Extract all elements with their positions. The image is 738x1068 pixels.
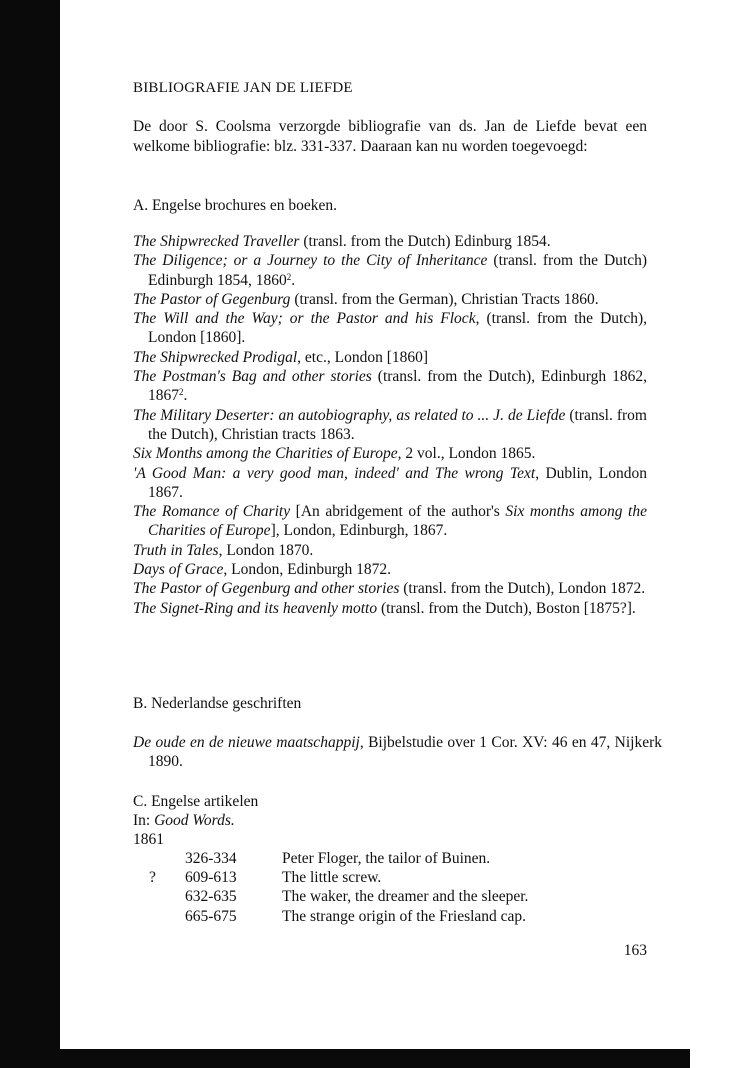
page-heading: BIBLIOGRAFIE JAN DE LIEFDE	[133, 80, 353, 96]
uncertain-mark: ?	[149, 869, 156, 887]
article-title: The strange origin of the Friesland cap.	[282, 907, 527, 925]
table-row	[133, 849, 647, 868]
section-b-heading: B. Nederlandse geschriften	[133, 695, 302, 712]
article-title: Peter Floger, the tailor of Buinen.	[282, 850, 491, 867]
page-number: 163	[623, 942, 647, 959]
list-item: The Military Deserter: an autobiography, as related to ... J. de Liefde (transl. from the Dutch), Christian tracts 1863.	[133, 406, 647, 443]
intro-paragraph: De door S. Coolsma verzorgde bibliografie van ds. Jan de Liefde bevat een welkome bibliografie: blz. 331-337. Daaraan kan nu worden toegevoegd:	[133, 118, 647, 155]
list-item: Truth in Tales, London 1870.	[133, 541, 314, 559]
scan-border-bottom	[0, 1049, 690, 1068]
list-item: 'A Good Man: a very good man, indeed' and The wrong Text, Dublin, London 1867.	[133, 464, 647, 501]
article-title: The waker, the dreamer and the sleeper.	[282, 888, 529, 906]
section-a-heading: A. Engelse brochures en boeken.	[133, 197, 338, 214]
list-item: The Shipwrecked Traveller (transl. from the Dutch) Edinburg 1854.	[133, 233, 551, 250]
table-row	[133, 887, 647, 906]
article-pages: 632-635	[185, 888, 237, 906]
list-item: The Pastor of Gegenburg (transl. from the German), Christian Tracts 1860.	[133, 290, 599, 308]
list-item: The Postman's Bag and other stories (transl. from the Dutch), Edinburgh 1862, 1867$^2$.	[133, 368, 647, 405]
year-label: 1861	[133, 831, 164, 848]
table-row	[133, 868, 647, 887]
list-item: Days of Grace, London, Edinburgh 1872.	[133, 561, 392, 579]
list-item: The Romance of Charity [An abridgement of the author's Six months among the Charities of Europe], London, Edinburgh, 1867.	[133, 503, 647, 540]
list-item: The Diligence; or a Journey to the City of Inheritance (transl. from the Dutch) Edinburgh 1854, 1860$^2$.	[133, 252, 647, 289]
articles-table	[133, 849, 647, 926]
source-line: In: Good Words.	[133, 812, 235, 829]
list-item: The Pastor of Gegenburg and other stories (transl. from the Dutch), London 1872.	[133, 580, 646, 598]
article-pages: 326-334	[185, 850, 237, 867]
dutch-writing-entry: De oude en de nieuwe maatschappij, Bijbelstudie over 1 Cor. XV: 46 en 47, Nijkerk 1890.	[133, 734, 663, 771]
articles-header	[133, 792, 258, 849]
article-pages: 665-675	[185, 907, 237, 925]
scan-border-left	[0, 0, 60, 1068]
list-item: The Signet-Ring and its heavenly motto (transl. from the Dutch), Boston [1875?].	[133, 599, 636, 617]
section-c-heading: C. Engelse artikelen	[133, 793, 259, 810]
list-item: The Will and the Way; or the Pastor and his Flock, (transl. from the Dutch), London [1860].	[133, 310, 647, 347]
english-books-list	[133, 232, 647, 618]
article-pages: 609-613	[185, 869, 237, 887]
article-title: The little screw.	[282, 869, 382, 887]
table-row	[133, 907, 647, 926]
list-item: The Shipwrecked Prodigal, etc., London [1860]	[133, 348, 429, 366]
list-item: Six Months among the Charities of Europe, 2 vol., London 1865.	[133, 445, 536, 463]
